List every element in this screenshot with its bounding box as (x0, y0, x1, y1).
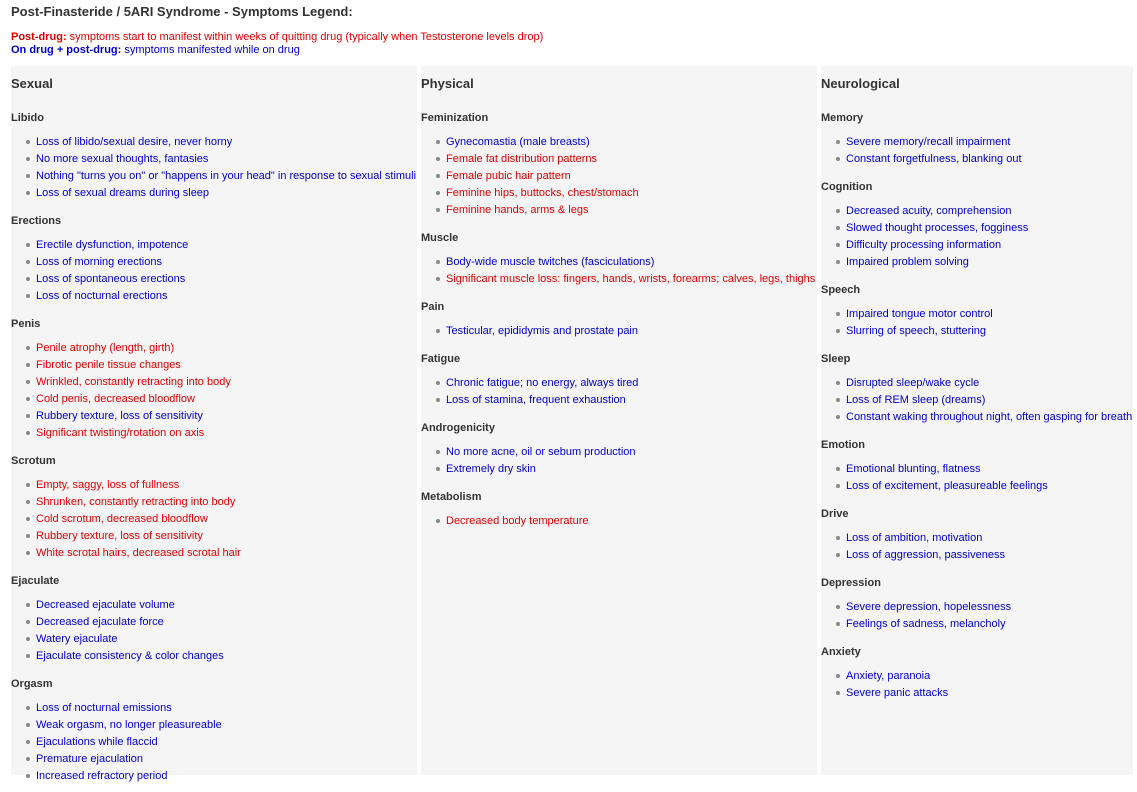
symptom-item (11, 599, 417, 616)
bullet-icon (26, 243, 30, 247)
symptom-text: Penile atrophy (length, girth) (36, 342, 175, 354)
group-title: Androgenicity (421, 422, 495, 434)
bullet-icon (436, 450, 440, 454)
bullet-icon (26, 191, 30, 195)
symptom-text: Loss of morning erections (36, 256, 162, 268)
symptom-text: Loss of nocturnal erections (36, 290, 168, 302)
symptom-text: Decreased acuity, comprehension (846, 205, 1012, 217)
bullet-icon (436, 260, 440, 264)
group-title: Anxiety (821, 646, 861, 658)
symptom-text: Feminine hips, buttocks, chest/stomach (446, 187, 639, 199)
symptom-item (421, 273, 817, 290)
symptom-list (421, 256, 817, 290)
group-title: Memory (821, 112, 864, 124)
symptom-item (821, 670, 1133, 687)
symptom-text: Loss of ambition, motivation (846, 532, 983, 544)
symptom-list (421, 325, 817, 342)
symptom-text: Anxiety, paranoia (846, 670, 931, 682)
symptom-list (11, 702, 417, 787)
group-title: Cognition (821, 181, 873, 193)
symptom-list (821, 463, 1133, 497)
symptom-item (421, 204, 817, 221)
symptom-text: Extremely dry skin (446, 463, 536, 475)
symptom-item (821, 222, 1133, 239)
symptom-text: Cold scrotum, decreased bloodflow (36, 513, 208, 525)
symptom-text: Difficulty processing information (846, 239, 1002, 251)
symptom-text: Loss of spontaneous erections (36, 273, 186, 285)
bullet-icon (436, 277, 440, 281)
group-title: Erections (11, 215, 62, 227)
group-title: Drive (821, 508, 849, 520)
bullet-icon (26, 260, 30, 264)
symptom-list (821, 205, 1133, 273)
bullet-icon (836, 226, 840, 230)
bullet-icon (26, 603, 30, 607)
bullet-icon (436, 467, 440, 471)
symptom-text: Body-wide muscle twitches (fasciculations) (446, 256, 655, 268)
bullet-icon (26, 483, 30, 487)
bullet-icon (836, 209, 840, 213)
symptom-item (11, 342, 417, 359)
bullet-icon (26, 277, 30, 281)
bullet-icon (836, 312, 840, 316)
symptom-item (421, 446, 817, 463)
symptom-text: Ejaculations while flaccid (36, 736, 158, 748)
bullet-icon (26, 706, 30, 710)
bullet-icon (26, 397, 30, 401)
bullet-icon (836, 605, 840, 609)
bullet-icon (26, 346, 30, 350)
symptom-text: Increased refractory period (36, 770, 168, 782)
symptom-item (821, 136, 1133, 153)
symptom-item (421, 377, 817, 394)
symptom-text: Constant forgetfulness, blanking out (846, 153, 1022, 165)
symptom-item (11, 719, 417, 736)
bullet-icon (26, 774, 30, 778)
column-title: Physical (421, 76, 474, 91)
symptom-item (11, 256, 417, 273)
symptom-item (821, 549, 1133, 566)
bullet-icon (436, 174, 440, 178)
legend-on-drug (11, 44, 543, 57)
bullet-icon (436, 398, 440, 402)
bullet-icon (836, 140, 840, 144)
column-neurological (821, 66, 1133, 775)
bullet-icon (436, 381, 440, 385)
symptom-item (421, 463, 817, 480)
symptom-item (11, 496, 417, 513)
symptom-text: Feminine hands, arms & legs (446, 204, 589, 216)
bullet-icon (836, 467, 840, 471)
symptom-text: Emotional blunting, flatness (846, 463, 981, 475)
symptom-text: Disrupted sleep/wake cycle (846, 377, 980, 389)
symptom-item (11, 479, 417, 496)
symptom-text: No more sexual thoughts, fantasies (36, 153, 209, 165)
symptom-item (11, 702, 417, 719)
symptom-item (421, 153, 817, 170)
symptom-list (421, 377, 817, 411)
symptom-item (11, 136, 417, 153)
symptom-item (421, 136, 817, 153)
symptom-text: Impaired problem solving (846, 256, 969, 268)
symptom-item (821, 205, 1133, 222)
symptom-list (821, 532, 1133, 566)
symptom-text: Watery ejaculate (36, 633, 118, 645)
bullet-icon (836, 243, 840, 247)
group-title: Fatigue (421, 353, 461, 365)
symptom-list (821, 670, 1133, 704)
bullet-icon (26, 757, 30, 761)
symptom-item (421, 170, 817, 187)
symptom-text: Erectile dysfunction, impotence (36, 239, 189, 251)
symptom-item (821, 377, 1133, 394)
bullet-icon (836, 329, 840, 333)
bullet-icon (836, 484, 840, 488)
bullet-icon (836, 381, 840, 385)
bullet-icon (26, 363, 30, 367)
group-title: Ejaculate (11, 575, 60, 587)
symptom-item (421, 187, 817, 204)
symptom-text: Weak orgasm, no longer pleasureable (36, 719, 222, 731)
symptom-item (821, 601, 1133, 618)
bullet-icon (26, 157, 30, 161)
symptom-text: Loss of nocturnal emissions (36, 702, 172, 714)
symptom-item (11, 736, 417, 753)
symptom-text: Constant waking throughout night, often gasping for breath (846, 411, 1133, 423)
symptom-item (11, 547, 417, 564)
symptom-item (821, 687, 1133, 704)
group-title: Penis (11, 318, 41, 330)
symptom-text: Loss of excitement, pleasureable feelings (846, 480, 1048, 492)
bullet-icon (26, 294, 30, 298)
group-title: Feminization (421, 112, 489, 124)
group-title: Speech (821, 284, 861, 296)
bullet-icon (836, 553, 840, 557)
bullet-icon (836, 398, 840, 402)
column-title: Neurological (821, 76, 900, 91)
bullet-icon (836, 157, 840, 161)
bullet-icon (26, 414, 30, 418)
bullet-icon (836, 536, 840, 540)
symptom-text: Severe memory/recall impairment (846, 136, 1011, 148)
bullet-icon (436, 519, 440, 523)
symptom-item (821, 308, 1133, 325)
bullet-icon (26, 551, 30, 555)
bullet-icon (26, 740, 30, 744)
legend-on-drug-label: On drug + post-drug: (11, 44, 122, 56)
bullet-icon (26, 654, 30, 658)
legend-on-drug-text: symptoms manifested while on drug (121, 44, 300, 56)
symptom-text: Severe depression, hopelessness (846, 601, 1012, 613)
column-physical (421, 66, 817, 775)
symptom-item (821, 394, 1133, 411)
bullet-icon (26, 620, 30, 624)
symptom-item (821, 325, 1133, 342)
bullet-icon (26, 431, 30, 435)
symptom-item (11, 650, 417, 667)
symptom-list (11, 479, 417, 564)
symptom-text: White scrotal hairs, decreased scrotal hair (36, 547, 241, 559)
symptom-item (11, 616, 417, 633)
bullet-icon (26, 380, 30, 384)
symptom-text: Nothing "turns you on" or "happens in your head" in response to sexual stimuli (36, 170, 417, 182)
bullet-icon (436, 208, 440, 212)
column-sexual (11, 66, 417, 782)
legend-post-drug-text: symptoms start to manifest within weeks of quitting drug (typically when Testosterone levels drop) (66, 31, 544, 43)
page-title: Post-Finasteride / 5ARI Syndrome - Symptoms Legend: (11, 4, 353, 19)
symptom-text: Decreased ejaculate force (36, 616, 164, 628)
symptom-text: Slowed thought processes, fogginess (846, 222, 1029, 234)
symptom-list (821, 136, 1133, 170)
symptom-list (421, 515, 817, 532)
symptom-item (11, 513, 417, 530)
symptom-text: Cold penis, decreased bloodflow (36, 393, 195, 405)
symptom-item (821, 239, 1133, 256)
symptom-item (11, 153, 417, 170)
bullet-icon (26, 534, 30, 538)
symptom-text: Decreased ejaculate volume (36, 599, 175, 611)
symptom-text: Loss of stamina, frequent exhaustion (446, 394, 626, 406)
symptom-list (11, 342, 417, 444)
bullet-icon (436, 157, 440, 161)
symptom-list (821, 601, 1133, 635)
symptom-text: Wrinkled, constantly retracting into body (36, 376, 231, 388)
group-title: Depression (821, 577, 881, 589)
symptom-text: Rubbery texture, loss of sensitivity (36, 530, 203, 542)
symptom-item (821, 153, 1133, 170)
symptom-list (11, 239, 417, 307)
symptom-columns (11, 66, 1133, 782)
bullet-icon (26, 140, 30, 144)
bullet-icon (26, 500, 30, 504)
symptom-text: Gynecomastia (male breasts) (446, 136, 590, 148)
symptom-item (11, 239, 417, 256)
bullet-icon (836, 674, 840, 678)
symptom-list (11, 136, 417, 204)
bullet-icon (26, 517, 30, 521)
symptom-list (421, 136, 817, 221)
symptom-item (821, 618, 1133, 635)
symptom-text: Female fat distribution patterns (446, 153, 598, 165)
group-title: Sleep (821, 353, 851, 365)
symptom-text: Decreased body temperature (446, 515, 589, 527)
symptom-text: No more acne, oil or sebum production (446, 446, 636, 458)
symptom-item (821, 411, 1133, 428)
legend-post-drug (11, 31, 543, 44)
symptom-item (421, 325, 817, 342)
symptom-text: Premature ejaculation (36, 753, 144, 765)
symptom-text: Female pubic hair pattern (446, 170, 571, 182)
bullet-icon (836, 691, 840, 695)
symptom-text: Slurring of speech, stuttering (846, 325, 987, 337)
group-title: Orgasm (11, 678, 53, 690)
symptom-item (11, 753, 417, 770)
symptom-item (11, 170, 417, 187)
bullet-icon (436, 140, 440, 144)
group-title: Scrotum (11, 455, 56, 467)
symptom-list (11, 599, 417, 667)
symptom-item (821, 480, 1133, 497)
symptom-text: Loss of REM sleep (dreams) (846, 394, 986, 406)
symptom-text: Fibrotic penile tissue changes (36, 359, 181, 371)
symptom-text: Significant muscle loss: fingers, hands, wrists, forearms; calves, legs, thighs (446, 273, 816, 285)
symptom-item (11, 359, 417, 376)
bullet-icon (436, 191, 440, 195)
symptom-text: Testicular, epididymis and prostate pain (446, 325, 638, 337)
symptom-text: Loss of aggression, passiveness (846, 549, 1005, 561)
symptom-item (11, 770, 417, 787)
bullet-icon (26, 637, 30, 641)
symptom-item (11, 530, 417, 547)
symptom-text: Feelings of sadness, melancholy (846, 618, 1006, 630)
symptom-item (11, 290, 417, 307)
symptom-item (821, 463, 1133, 480)
symptom-text: Severe panic attacks (846, 687, 949, 699)
symptom-list (821, 308, 1133, 342)
bullet-icon (836, 622, 840, 626)
symptom-text: Loss of sexual dreams during sleep (36, 187, 210, 199)
symptom-item (11, 393, 417, 410)
symptom-item (11, 633, 417, 650)
symptom-item (421, 256, 817, 273)
bullet-icon (836, 260, 840, 264)
symptom-item (821, 532, 1133, 549)
group-title: Metabolism (421, 491, 482, 503)
group-title: Muscle (421, 232, 459, 244)
group-title: Emotion (821, 439, 865, 451)
symptom-item (421, 394, 817, 411)
symptom-item (11, 273, 417, 290)
column-title: Sexual (11, 76, 53, 91)
symptom-text: Empty, saggy, loss of fullness (36, 479, 180, 491)
legend-post-drug-label: Post-drug: (11, 31, 67, 43)
bullet-icon (836, 415, 840, 419)
symptom-item (821, 256, 1133, 273)
symptom-list (421, 446, 817, 480)
symptom-text: Impaired tongue motor control (846, 308, 993, 320)
group-title: Libido (11, 112, 44, 124)
bullet-icon (436, 329, 440, 333)
symptom-text: Rubbery texture, loss of sensitivity (36, 410, 203, 422)
symptom-text: Significant twisting/rotation on axis (36, 427, 205, 439)
symptom-item (11, 427, 417, 444)
symptom-item (11, 410, 417, 427)
group-title: Pain (421, 301, 445, 313)
symptom-item (11, 187, 417, 204)
symptom-text: Ejaculate consistency & color changes (36, 650, 224, 662)
symptom-list (821, 377, 1133, 428)
symptom-item (11, 376, 417, 393)
symptom-item (421, 515, 817, 532)
legend (11, 31, 543, 57)
bullet-icon (26, 174, 30, 178)
symptom-text: Chronic fatigue; no energy, always tired (446, 377, 639, 389)
bullet-icon (26, 723, 30, 727)
symptom-text: Loss of libido/sexual desire, never horny (36, 136, 233, 148)
symptom-text: Shrunken, constantly retracting into body (36, 496, 236, 508)
